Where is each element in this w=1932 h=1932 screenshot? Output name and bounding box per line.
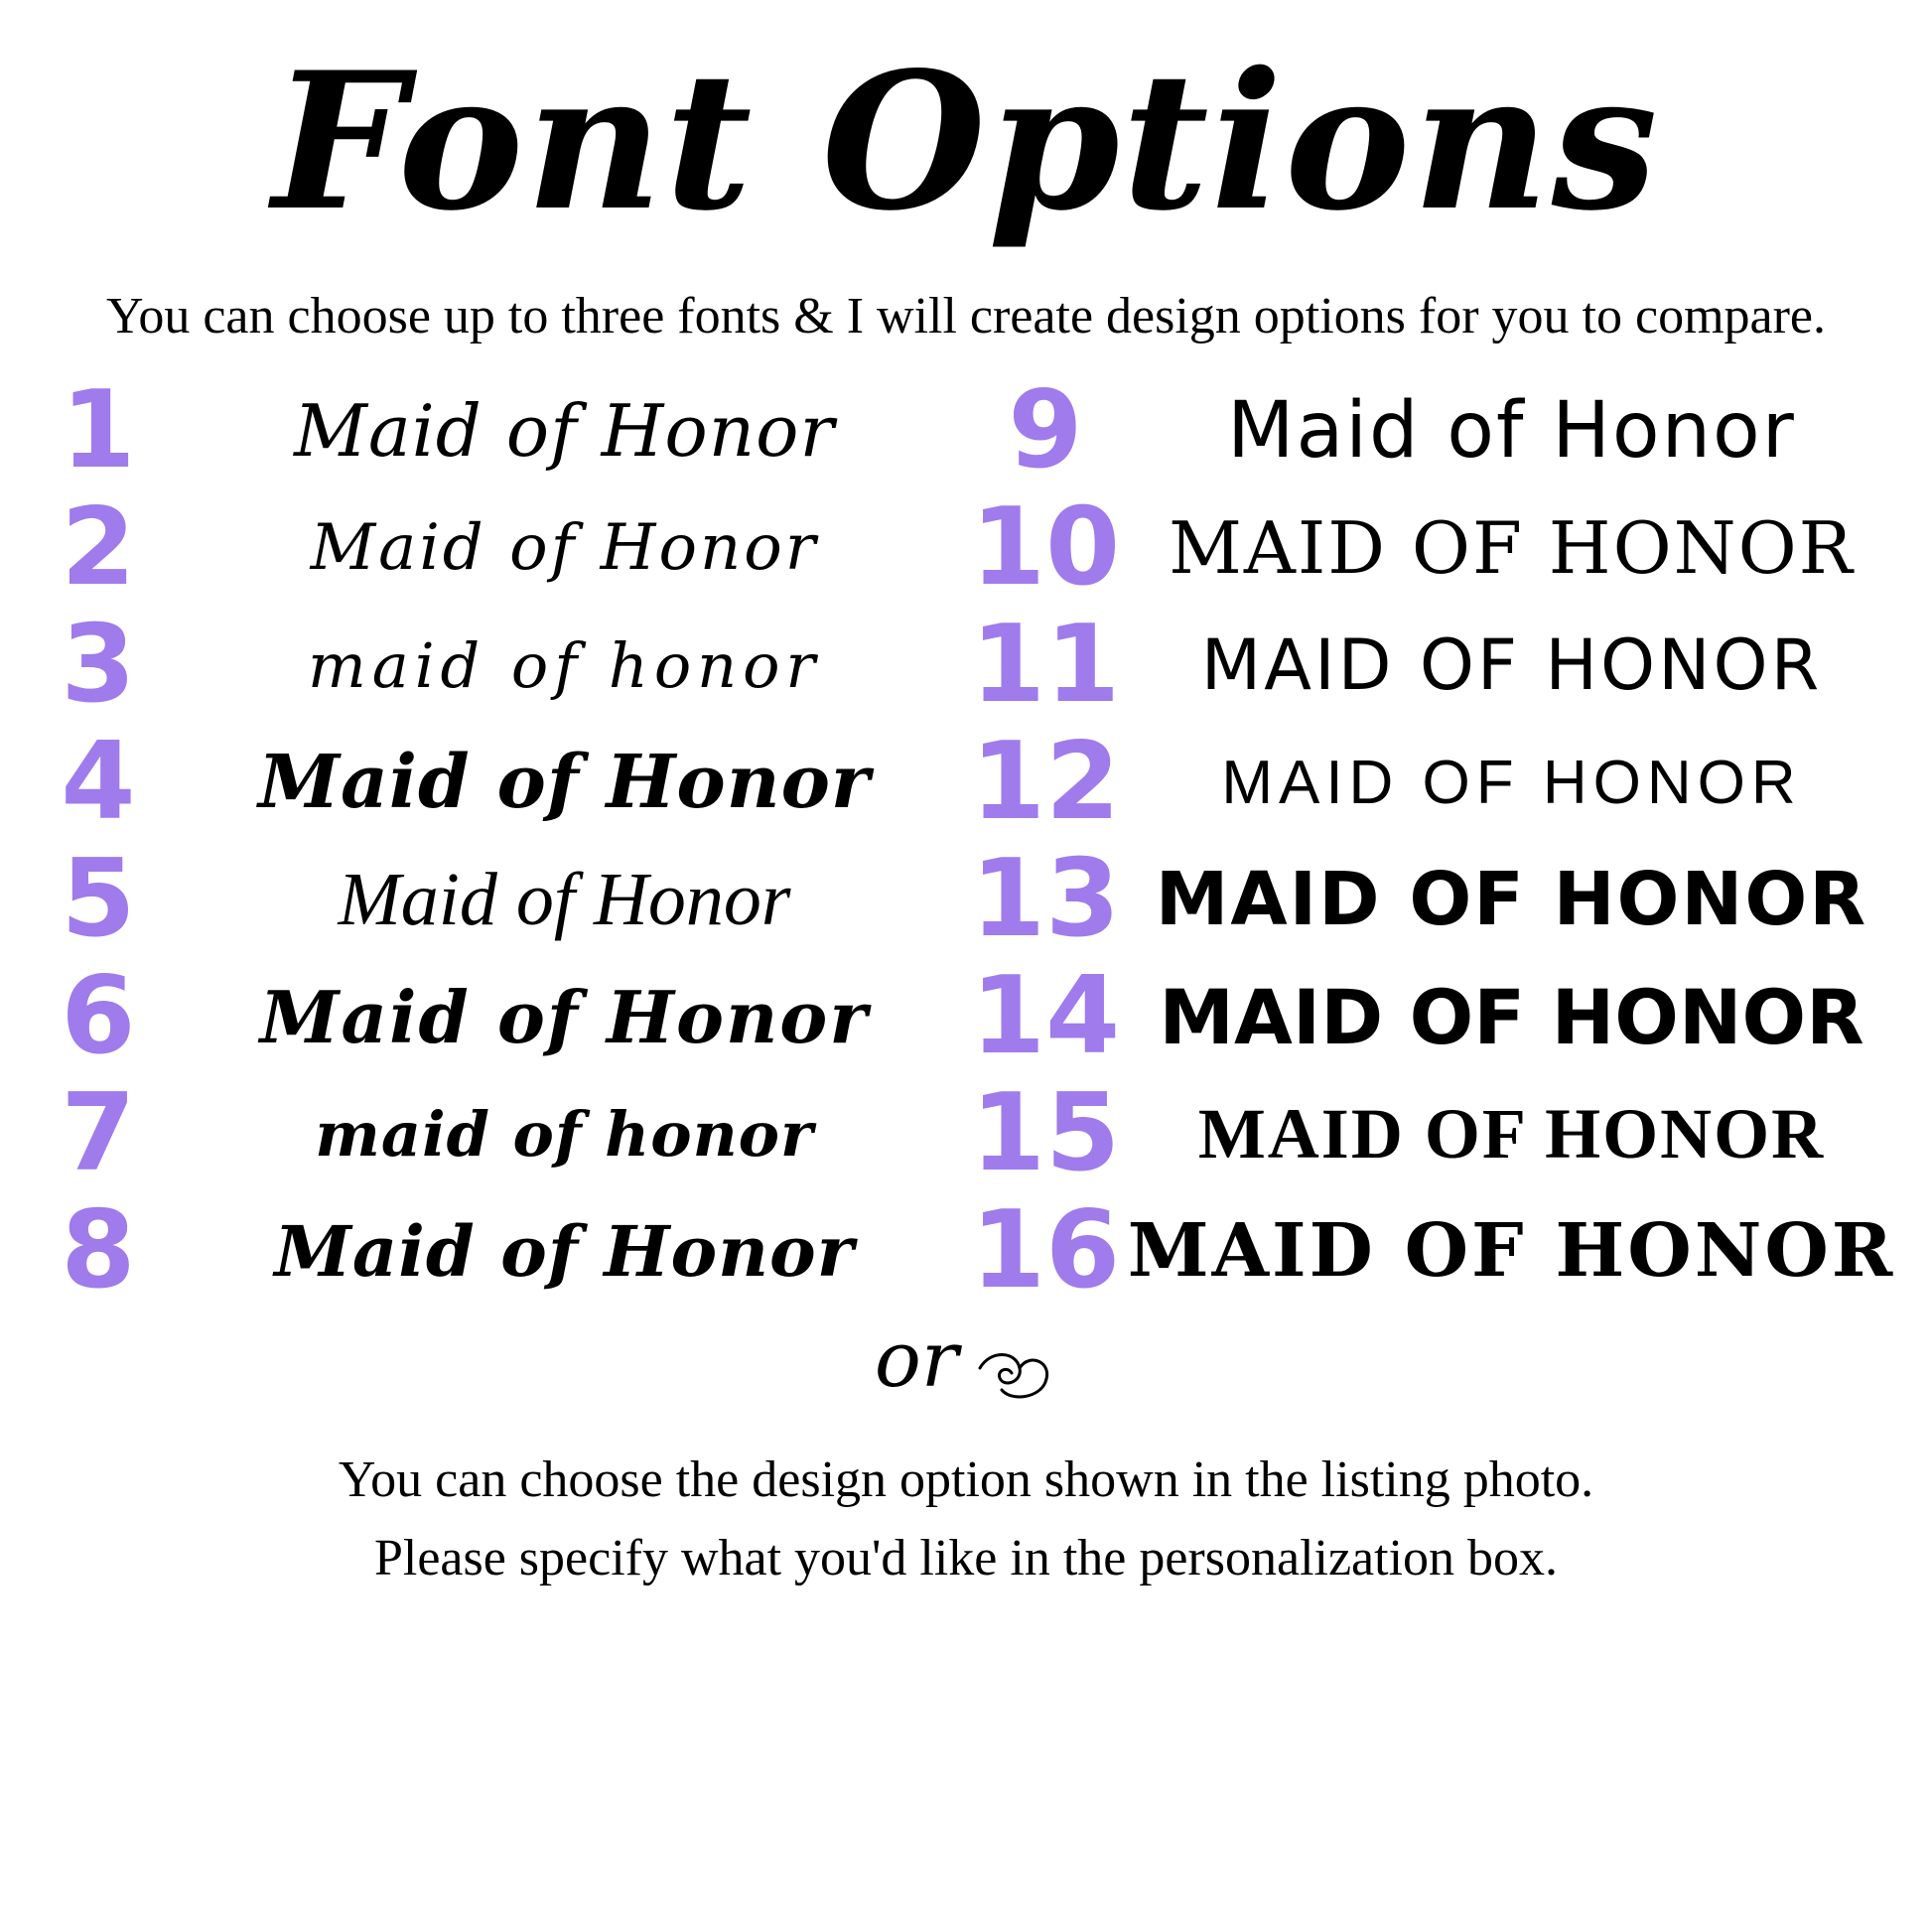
font-option-sample: MAID OF HONOR [1155,857,1868,943]
font-option-sample: MAID OF HONOR [1169,506,1855,591]
font-option-number: 7 [61,1071,136,1196]
font-option-number: 6 [61,954,136,1079]
font-option-sample: Maid of Honor [274,1209,855,1293]
footer-line-2: Please specify what you'd like in the personalization box. [373,1530,1559,1587]
page-title: Font Options [272,31,1660,252]
font-option-sample: MAID OF HONOR [1200,624,1823,707]
font-option-row[interactable] [34,368,966,493]
font-option-number: 11 [970,603,1121,728]
font-option-row[interactable] [966,837,1898,962]
font-option-number: 2 [61,485,136,611]
font-option-sample: MAID OF HONOR [1197,1093,1826,1173]
font-option-sample: maid of honor [315,1097,814,1171]
font-options-left-column [34,368,966,1313]
font-option-number: 1 [61,368,136,493]
font-option-sample: Maid of Honor [259,974,870,1059]
swirl-flourish-icon [968,1340,1057,1425]
font-option-sample: Maid of Honor [294,389,835,474]
font-option-number: 14 [970,954,1121,1079]
font-option-row[interactable] [966,603,1898,728]
font-option-number: 8 [61,1188,136,1313]
font-options-columns [0,368,1932,1313]
font-option-number: 9 [1008,368,1083,493]
font-option-number: 16 [970,1188,1121,1313]
font-option-sample: MAID OF HONOR [1221,748,1802,817]
font-option-row[interactable] [34,720,966,845]
font-option-sample: Maid of Honor [338,857,791,941]
font-option-number: 13 [970,837,1121,962]
or-divider [0,1315,1932,1425]
font-option-row[interactable] [966,720,1898,845]
font-option-row[interactable] [34,1071,966,1196]
font-option-row[interactable] [966,1071,1898,1196]
font-option-number: 12 [970,720,1121,845]
font-option-row[interactable] [966,485,1898,611]
footer-line-1: You can choose the design option shown in the listing photo. [338,1451,1594,1509]
font-option-row[interactable] [34,954,966,1079]
font-option-sample: maid of honor [307,628,822,702]
or-label: or [874,1315,959,1406]
font-option-sample: Maid of Honor [310,511,819,586]
font-option-number: 4 [61,720,136,845]
font-option-row[interactable] [34,485,966,611]
font-option-number: 10 [970,485,1121,611]
font-option-row[interactable] [966,368,1898,493]
font-option-row[interactable] [34,837,966,962]
font-option-number: 3 [61,603,136,728]
font-option-number: 15 [970,1071,1121,1196]
font-option-row[interactable] [34,1188,966,1313]
font-option-number: 5 [61,837,136,962]
font-option-sample: MAID OF HONOR [1159,972,1864,1061]
font-option-row[interactable] [966,1188,1898,1313]
page-subtitle: You can choose up to three fonts & I will create design options for you to compare. [106,288,1826,345]
font-option-row[interactable] [966,954,1898,1079]
font-options-right-column [966,368,1898,1313]
font-option-sample: MAID OF HONOR [1127,1208,1896,1295]
font-option-sample: Maid of Honor [258,740,871,826]
font-option-row[interactable] [34,603,966,728]
font-option-sample: Maid of Honor [1227,386,1796,477]
